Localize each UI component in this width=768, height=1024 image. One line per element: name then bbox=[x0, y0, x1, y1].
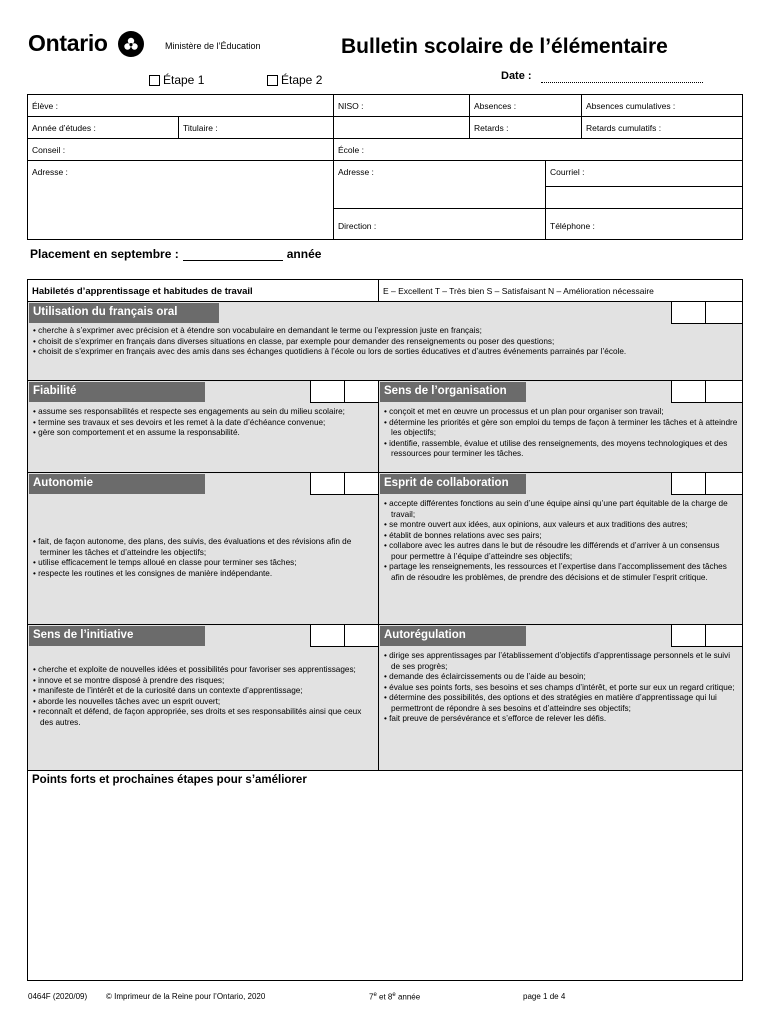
placement-suffix: année bbox=[286, 247, 322, 261]
placement-field[interactable] bbox=[183, 251, 283, 261]
skills-header bbox=[28, 280, 742, 302]
form-number: 0464F (2020/09) bbox=[28, 992, 88, 1001]
autonomie-item: • respecte les routines et les consignes de manière indépendante. bbox=[32, 569, 362, 580]
field-eleve[interactable]: Élève : bbox=[28, 95, 334, 117]
field-ecole[interactable]: École : bbox=[334, 139, 742, 161]
etape2-label: Étape 2 bbox=[281, 73, 323, 87]
field-annee-etudes[interactable]: Année d’études : bbox=[28, 117, 179, 139]
rating-box-fiabilite-2[interactable] bbox=[344, 381, 378, 403]
autoregulation-item: • demande des éclaircissements ou de l’aide au besoin; bbox=[383, 672, 738, 683]
grade-level-sup: e bbox=[392, 992, 396, 998]
field-adresse-ecole[interactable]: Adresse : bbox=[334, 161, 546, 209]
autonomie-item: • fait, de façon autonome, des plans, des suivis, des évaluations et des révisions afin de terminer les tâches et d’atteindre les objectifs; bbox=[32, 537, 362, 558]
field-blank-2 bbox=[546, 187, 742, 209]
autoregulation-item: • évalue ses points forts, ses besoins et ses champs d’intérêt, et porte sur eux un regard critique; bbox=[383, 683, 738, 694]
autonomie-item: • utilise efficacement le temps alloué en classe pour terminer ses tâches; bbox=[32, 558, 362, 569]
trillium-logo-icon bbox=[118, 31, 144, 57]
rating-box-autoregulation-2[interactable] bbox=[705, 625, 742, 647]
fiabilite-item: • gère son comportement et en assume la responsabilité. bbox=[32, 428, 362, 439]
francais-item: • choisit de s’exprimer en français dans diverses situations en classe, par exemple pour demander des renseignements ou poser des questions; bbox=[32, 337, 738, 348]
skills-heading: Habiletés d’apprentissage et habitudes de travail bbox=[32, 286, 253, 297]
collaboration-item: • collabore avec les autres dans le but de résoudre les différends et d’arriver à un consensus pour permettre à l’équipe d’atteindre ses objectifs; bbox=[383, 541, 738, 562]
rating-box-collaboration-2[interactable] bbox=[705, 473, 742, 495]
section-fiabilite bbox=[28, 381, 378, 473]
collaboration-item: • établit de bonnes relations avec ses pairs; bbox=[383, 531, 738, 542]
initiative-item: • manifeste de l’intérêt et de la curiosité dans un contexte d’apprentissage; bbox=[32, 686, 362, 697]
copyright: © Imprimeur de la Reine pour l’Ontario, 2020 bbox=[106, 992, 266, 1001]
date-field[interactable] bbox=[541, 82, 703, 83]
student-info-grid bbox=[27, 94, 743, 240]
field-retards[interactable]: Retards : bbox=[470, 117, 582, 139]
collaboration-item: • partage les renseignements, les ressources et l’expertise dans l’accomplissement des tâches afin de résoudre les problèmes, de prendre des décisions et de stimuler l’esprit critique. bbox=[383, 562, 738, 583]
rating-box-initiative-1[interactable] bbox=[310, 625, 344, 647]
placement-label: Placement en septembre : bbox=[30, 247, 179, 261]
collaboration-description bbox=[383, 499, 738, 583]
rating-box-francais-1[interactable] bbox=[671, 302, 705, 324]
section-autonomie bbox=[28, 473, 378, 625]
organisation-item: • identifie, rassemble, évalue et utilise des renseignements, des moyens technologiques et des ressources pour terminer les tâches. bbox=[383, 439, 738, 460]
field-adresse-eleve[interactable]: Adresse : bbox=[28, 161, 334, 239]
initiative-item: • aborde les nouvelles tâches avec un esprit ouvert; bbox=[32, 697, 362, 708]
rating-box-francais-2[interactable] bbox=[705, 302, 742, 324]
section-title-initiative: Sens de l’initiative bbox=[29, 626, 205, 646]
etape2-checkbox[interactable] bbox=[267, 75, 278, 86]
rating-box-autonomie-2[interactable] bbox=[344, 473, 378, 495]
ontario-logo-text: Ontario bbox=[28, 30, 108, 56]
field-conseil[interactable]: Conseil : bbox=[28, 139, 334, 161]
rating-legend: E – Excellent T – Très bien S – Satisfaisant N – Amélioration nécessaire bbox=[378, 280, 658, 301]
rating-box-organisation-1[interactable] bbox=[671, 381, 705, 403]
grade-level-part: année bbox=[395, 992, 421, 1002]
etape1-checkbox[interactable] bbox=[149, 75, 160, 86]
report-title: Bulletin scolaire de l’élémentaire bbox=[341, 35, 668, 58]
organisation-description bbox=[383, 407, 738, 460]
initiative-item: • innove et se montre disposé à prendre des risques; bbox=[32, 676, 362, 687]
initiative-item: • cherche et exploite de nouvelles idées et possibilités pour favoriser ses apprentissages; bbox=[32, 665, 362, 676]
organisation-item: • conçoit et met en œuvre un processus et un plan pour organiser son travail; bbox=[383, 407, 738, 418]
grade-level-sup: e bbox=[373, 992, 377, 998]
rating-box-initiative-2[interactable] bbox=[344, 625, 378, 647]
field-telephone[interactable]: Téléphone : bbox=[550, 221, 595, 231]
autonomie-description bbox=[32, 537, 362, 579]
section-title-autoregulation: Autorégulation bbox=[380, 626, 526, 646]
etape2-option[interactable] bbox=[267, 73, 322, 87]
francais-item: • cherche à s’exprimer avec précision et à étendre son vocabulaire en demandant le terme ou l’expression juste en français; bbox=[32, 326, 738, 337]
section-title-collaboration: Esprit de collaboration bbox=[380, 474, 526, 494]
section-organisation bbox=[379, 381, 742, 473]
field-blank bbox=[334, 117, 470, 139]
autoregulation-item: • dirige ses apprentissages par l’établissement d’objectifs d’apprentissage personnels et le suivi de ses progrès; bbox=[383, 651, 738, 672]
date-label: Date : bbox=[501, 70, 532, 82]
autoregulation-item: • fait preuve de persévérance et s’efforce de relever les défis. bbox=[383, 714, 738, 725]
section-title-fiabilite: Fiabilité bbox=[29, 382, 205, 402]
rating-box-fiabilite-1[interactable] bbox=[310, 381, 344, 403]
field-absences[interactable]: Absences : bbox=[470, 95, 582, 117]
ministry-name: Ministère de l’Éducation bbox=[165, 41, 261, 51]
field-courriel[interactable]: Courriel : bbox=[546, 161, 742, 187]
section-initiative bbox=[28, 625, 378, 771]
strengths-heading: Points forts et prochaines étapes pour s’améliorer bbox=[32, 774, 307, 786]
fiabilite-item: • assume ses responsabilités et respecte ses engagements au sein du milieu scolaire; bbox=[32, 407, 362, 418]
learning-skills-table bbox=[27, 279, 743, 981]
francais-description bbox=[32, 326, 738, 358]
section-collaboration bbox=[379, 473, 742, 625]
fiabilite-description bbox=[32, 407, 362, 439]
etape1-option[interactable] bbox=[149, 73, 204, 87]
rating-box-autoregulation-1[interactable] bbox=[671, 625, 705, 647]
field-absences-cumulatives[interactable]: Absences cumulatives : bbox=[582, 95, 742, 117]
strengths-next-steps-box[interactable] bbox=[28, 771, 742, 980]
etape1-label: Étape 1 bbox=[163, 73, 205, 87]
column-divider bbox=[378, 381, 379, 771]
initiative-item: • reconnaît et défend, de façon appropriée, ses droits et ses responsabilités ainsi que ceux des autres. bbox=[32, 707, 362, 728]
section-autoregulation bbox=[379, 625, 742, 771]
organisation-item: • détermine les priorités et gère son emploi du temps de façon à terminer les tâches et à atteindre les objectifs; bbox=[383, 418, 738, 439]
section-title-autonomie: Autonomie bbox=[29, 474, 205, 494]
field-niso[interactable]: NISO : bbox=[334, 95, 470, 117]
autoregulation-description bbox=[383, 651, 738, 725]
rating-box-organisation-2[interactable] bbox=[705, 381, 742, 403]
section-title-francais-oral: Utilisation du français oral bbox=[29, 303, 219, 323]
autoregulation-item: • détermine des possibilités, des options et des stratégies en matière d’apprentissage qui lui permettront de répondre à ses besoins et d’atteindre ses objectifs; bbox=[383, 693, 738, 714]
initiative-description bbox=[32, 665, 362, 728]
field-direction[interactable]: Direction : bbox=[334, 209, 546, 239]
placement-row bbox=[30, 247, 321, 261]
page-number: page 1 de 4 bbox=[523, 992, 566, 1001]
collaboration-item: • accepte différentes fonctions au sein d’une équipe ainsi qu’une part équitable de la charge de travail; bbox=[383, 499, 738, 520]
collaboration-item: • se montre ouvert aux idées, aux opinions, aux valeurs et aux traditions des autres; bbox=[383, 520, 738, 531]
field-titulaire[interactable]: Titulaire : bbox=[179, 117, 334, 139]
rating-box-collaboration-1[interactable] bbox=[671, 473, 705, 495]
section-francais-oral bbox=[28, 302, 742, 381]
grade-level bbox=[369, 992, 420, 1002]
fiabilite-item: • termine ses travaux et ses devoirs et les remet à la date d’échéance convenue; bbox=[32, 418, 362, 429]
rating-box-autonomie-1[interactable] bbox=[310, 473, 344, 495]
grade-level-part: et 8 bbox=[376, 992, 393, 1002]
francais-item: • choisit de s’exprimer en français avec des amis dans ses échanges quotidiens à l’école ou lors de sorties éducatives et d’autres événements parrainés par l’école. bbox=[32, 347, 738, 358]
grade-level-part: 7 bbox=[369, 992, 374, 1002]
field-retards-cumulatifs[interactable]: Retards cumulatifs : bbox=[582, 117, 742, 139]
section-title-organisation: Sens de l’organisation bbox=[380, 382, 526, 402]
